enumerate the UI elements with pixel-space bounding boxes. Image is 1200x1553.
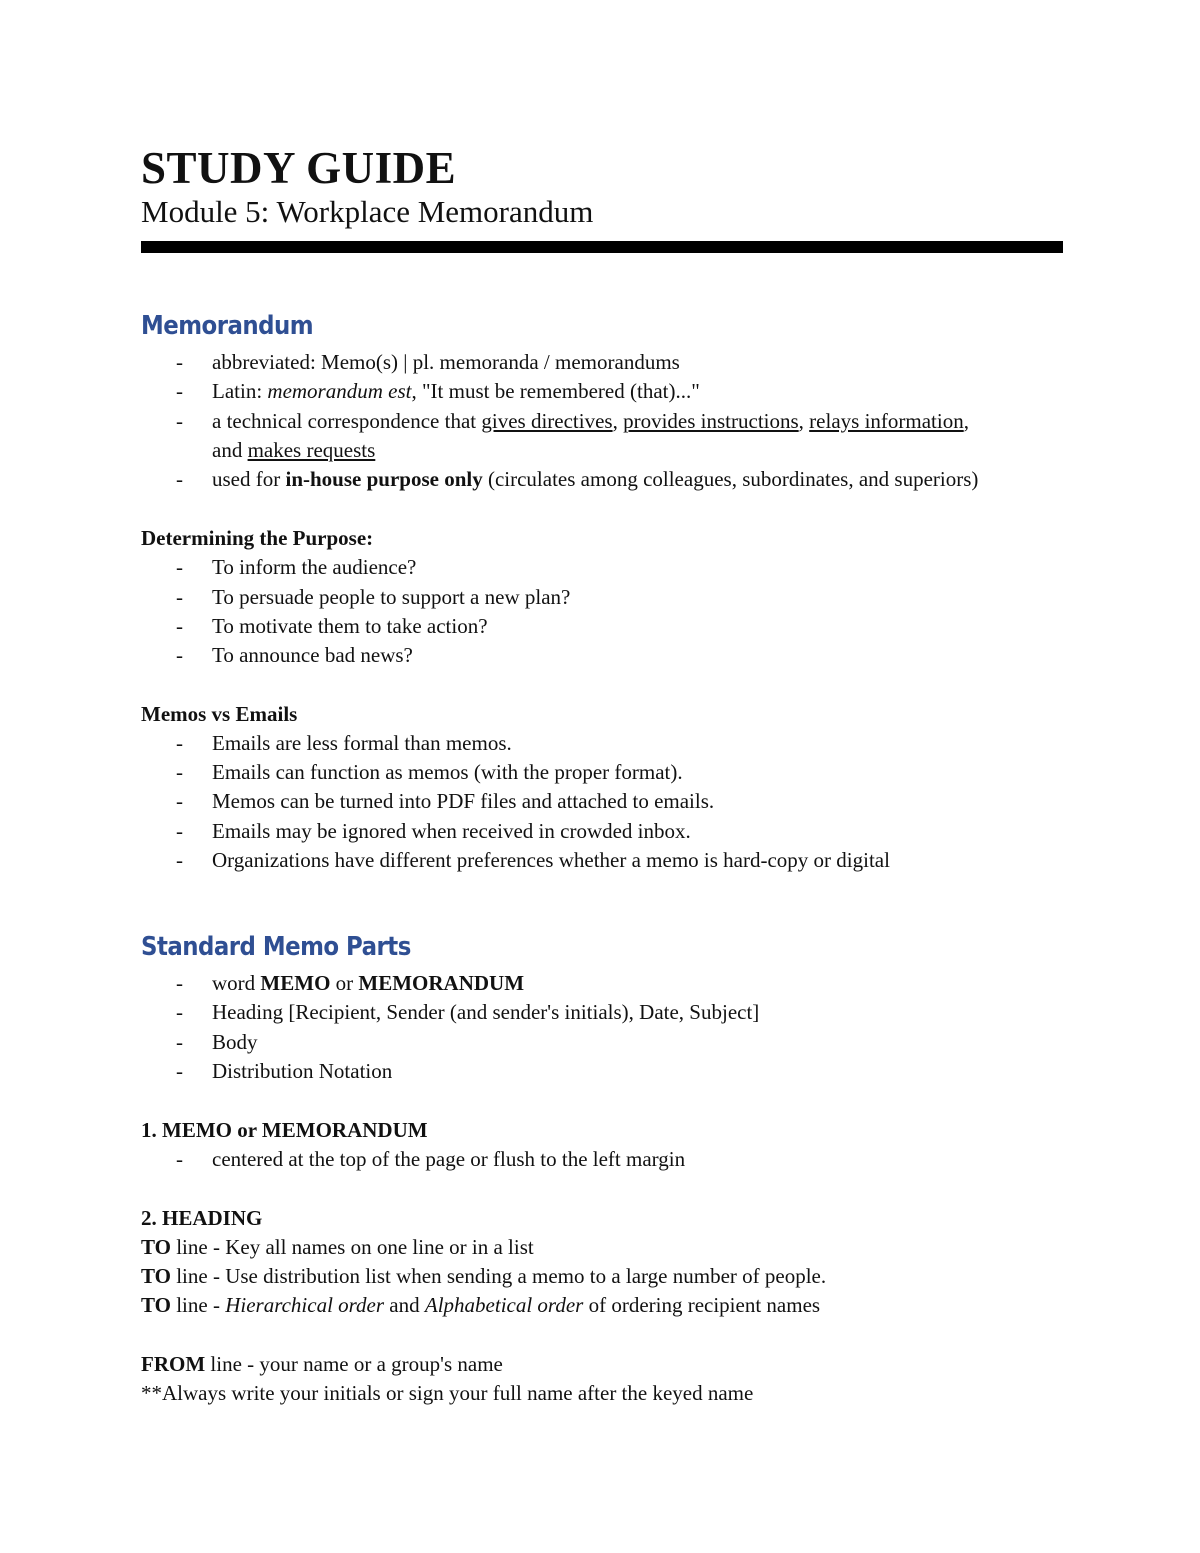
list-item <box>141 348 1063 377</box>
from-label: FROM <box>141 1351 206 1376</box>
list-item <box>141 465 1063 494</box>
bullet-dash: - <box>176 467 183 492</box>
line-text: and <box>384 1293 425 1318</box>
subheading-memos-vs-emails: Memos vs Emails <box>141 701 298 726</box>
list-item <box>141 817 1063 846</box>
to-line-2 <box>141 1262 1063 1291</box>
bold-term: in-house purpose only <box>285 467 483 492</box>
bullet-dash: - <box>176 818 183 843</box>
list-item <box>141 787 1063 816</box>
part1-list <box>141 1145 1063 1174</box>
section-heading-standard-memo-parts: Standard Memo Parts <box>141 932 411 963</box>
bullet-dash: - <box>176 789 183 814</box>
bullet-dash: - <box>176 584 183 609</box>
to-label: TO <box>141 1293 171 1318</box>
underlined-term: relays information <box>809 408 964 433</box>
to-label: TO <box>141 1263 171 1288</box>
list-item-text: To inform the audience? <box>212 555 417 580</box>
list-item-text: Latin: <box>212 379 268 404</box>
italic-term: Alphabetical order <box>424 1293 584 1318</box>
bullet-dash: - <box>176 847 183 872</box>
list-item <box>141 641 1063 670</box>
bullet-dash: - <box>176 408 183 433</box>
line-text: line - your name or a group's name <box>205 1351 503 1376</box>
list-item <box>141 758 1063 787</box>
document-title: STUDY GUIDE <box>141 143 457 193</box>
list-item-text: Memos can be turned into PDF files and attached to emails. <box>212 789 715 814</box>
subheading-part2: 2. HEADING <box>141 1205 263 1230</box>
underlined-term: makes requests <box>247 437 376 462</box>
bullet-dash: - <box>176 555 183 580</box>
bullet-dash: - <box>176 1000 183 1025</box>
list-item-text: , "It must be remembered (that)..." <box>411 379 700 404</box>
line-text: line - Key all names on one line or in a list <box>170 1234 534 1259</box>
list-item-text: Emails may be ignored when received in crowded inbox. <box>212 818 691 843</box>
list-item-text: To announce bad news? <box>212 643 413 668</box>
list-item-text: used for <box>212 467 286 492</box>
purpose-list <box>141 553 1063 670</box>
bullet-dash: - <box>176 971 183 996</box>
line-text: line - <box>170 1293 226 1318</box>
memorandum-list <box>141 348 1063 494</box>
line-text: of ordering recipient names <box>583 1293 821 1318</box>
list-item-text: Organizations have different preferences whether a memo is hard-copy or digital <box>212 847 890 872</box>
subheading-part1: 1. MEMO or MEMORANDUM <box>141 1118 428 1143</box>
list-item-text: Emails can function as memos (with the proper format). <box>212 759 683 784</box>
bullet-dash: - <box>176 379 183 404</box>
bullet-dash: - <box>176 350 183 374</box>
bullet-dash: - <box>176 1147 183 1172</box>
list-item-text: abbreviated: Memo(s) | pl. memoranda / memorandums <box>212 350 680 374</box>
list-item-text: To persuade people to support a new plan? <box>212 584 571 609</box>
italic-term: Hierarchical order <box>225 1293 385 1318</box>
from-line <box>141 1350 1063 1379</box>
list-item-text: Distribution Notation <box>212 1059 393 1084</box>
line-text: line - Use distribution list when sending a memo to a large number of people. <box>170 1263 827 1288</box>
list-item <box>141 377 1063 406</box>
underlined-term: gives directives <box>481 408 613 433</box>
list-item-text: Heading [Recipient, Sender (and sender's initials), Date, Subject] <box>212 1000 760 1025</box>
list-item <box>141 846 1063 875</box>
title-divider <box>141 241 1063 253</box>
subheading-determining-purpose: Determining the Purpose: <box>141 526 374 551</box>
list-item-text: Body <box>212 1029 258 1054</box>
initials-note: **Always write your initials or sign your full name after the keyed name <box>141 1380 754 1405</box>
underlined-term: provides instructions <box>623 408 799 433</box>
list-item-text: centered at the top of the page or flush to the left margin <box>212 1147 686 1172</box>
list-item-text: or <box>330 971 359 996</box>
list-item-text: (circulates among colleagues, subordinates, and superiors) <box>482 467 979 492</box>
bullet-dash: - <box>176 1059 183 1084</box>
to-line-1 <box>141 1233 1063 1262</box>
document-page <box>141 140 1063 1408</box>
list-item <box>141 998 1063 1027</box>
standard-parts-list <box>141 969 1063 1086</box>
list-item-text: , <box>963 408 969 433</box>
bullet-dash: - <box>176 614 183 639</box>
list-item <box>141 407 1063 466</box>
list-item <box>141 553 1063 582</box>
list-item <box>141 583 1063 612</box>
list-item-text: , <box>798 408 810 433</box>
memos-vs-emails-list <box>141 729 1063 875</box>
latin-phrase: memorandum est <box>267 379 412 404</box>
bullet-dash: - <box>176 730 183 755</box>
list-item-text: To motivate them to take action? <box>212 614 488 639</box>
bullet-dash: - <box>176 1029 183 1054</box>
to-line-3 <box>141 1291 1063 1320</box>
section-heading-memorandum: Memorandum <box>141 311 314 341</box>
list-item-text: Emails are less formal than memos. <box>212 730 512 755</box>
list-item <box>141 969 1063 998</box>
to-label: TO <box>141 1234 171 1259</box>
bold-term: MEMORANDUM <box>358 971 525 996</box>
list-item-text: word <box>212 971 261 996</box>
list-item <box>141 1028 1063 1057</box>
list-item <box>141 612 1063 641</box>
list-item-text: a technical correspondence that <box>212 408 482 433</box>
bullet-dash: - <box>176 643 183 668</box>
list-item <box>141 1145 1063 1174</box>
bold-term: MEMO <box>260 971 331 996</box>
list-item <box>141 729 1063 758</box>
list-item-text: and <box>212 437 248 462</box>
document-subtitle: Module 5: Workplace Memorandum <box>141 194 594 229</box>
list-item <box>141 1057 1063 1086</box>
list-item-text: , <box>612 408 624 433</box>
bullet-dash: - <box>176 759 183 784</box>
